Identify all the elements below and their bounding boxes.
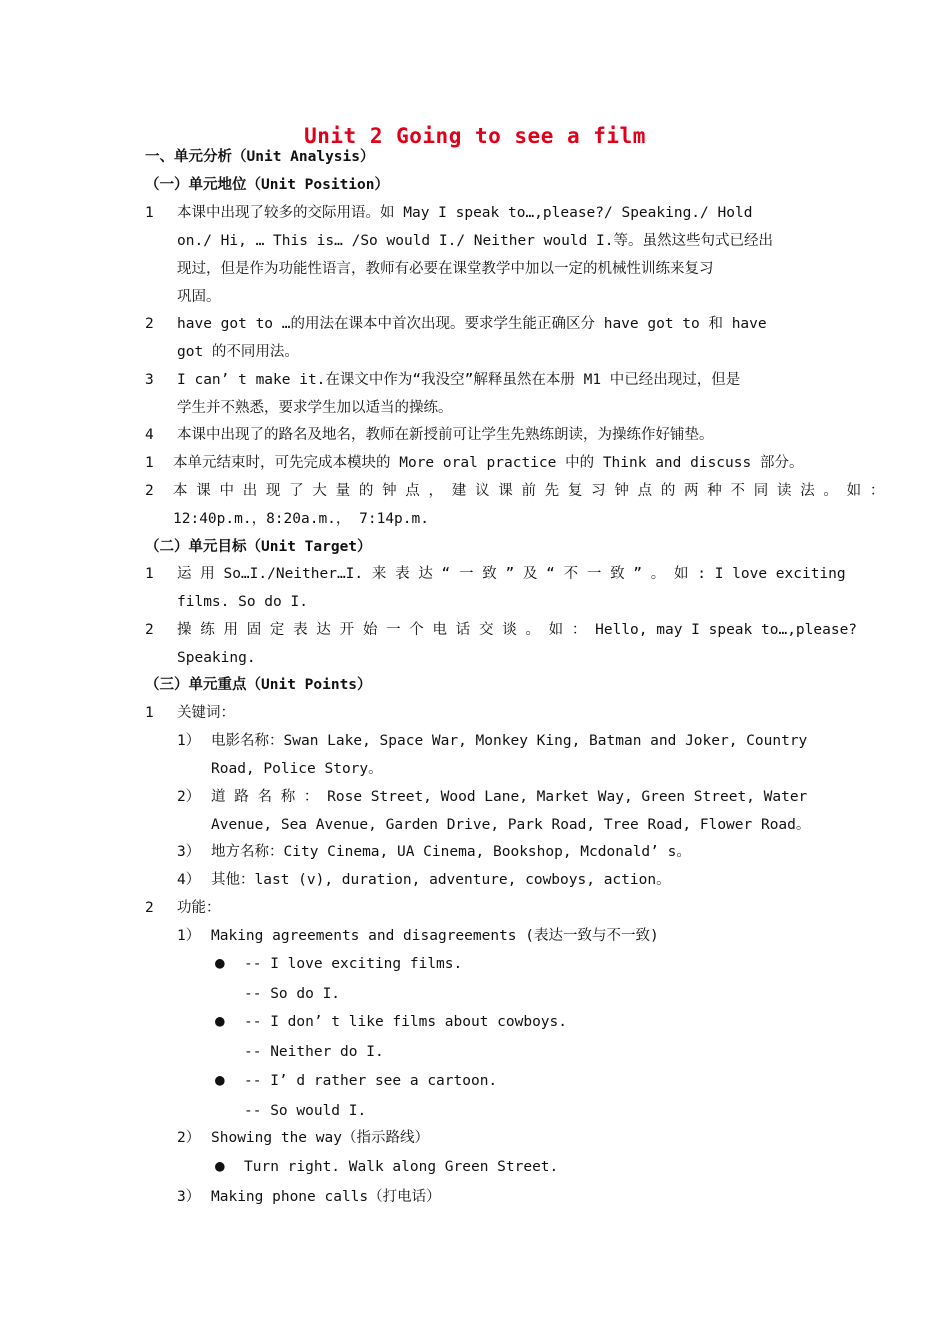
list-label: 关键词： <box>177 705 235 721</box>
sub-item-number: 2） <box>177 1130 201 1146</box>
dialogue-line: -- I don’ t like films about cowboys. <box>244 1014 568 1030</box>
list-label: 功能： <box>177 900 221 916</box>
paragraph-line: 12:40p.m.，8:20a.m.， 7:14p.m. <box>173 511 429 527</box>
sub-item-number: 3） <box>177 1189 201 1205</box>
paragraph-line: I can’ t make it.在课文中作为“我没空”解释虽然在本册 M1 中已经出现过，但是 <box>177 372 741 388</box>
paragraph-line: 地方名称：City Cinema, UA Cinema, Bookshop, Mcdonald’ s。 <box>211 844 691 860</box>
dialogue-line: -- I love exciting films. <box>244 956 463 972</box>
paragraph-line: 其他：last (v), duration, adventure, cowboys, action。 <box>211 872 671 888</box>
paragraph-line: 现过，但是作为功能性语言，教师有必要在课堂教学中加以一定的机械性训练来复习 <box>177 261 714 277</box>
paragraph-line: on./ Hi, … This is… /So would I./ Neither would I.等。虽然这些句式已经出 <box>177 233 773 249</box>
bullet-icon: ● <box>215 953 225 972</box>
sub-item-number: 1） <box>177 733 201 749</box>
item-number: 2 <box>145 622 154 638</box>
paragraph-line: 运 用 So…I./Neither…I. 来 表 达 “ 一 致 ” 及 “ 不 一 致 ” 。 如 : I love exciting <box>177 566 846 582</box>
sub-item-number: 3） <box>177 844 201 860</box>
section-heading-analysis: 一、单元分析（Unit Analysis） <box>145 149 375 165</box>
sub-item-number: 2） <box>177 789 201 805</box>
item-number: 2 <box>145 900 154 916</box>
paragraph-line: got 的不同用法。 <box>177 344 299 360</box>
item-number: 4 <box>145 427 154 443</box>
paragraph-line: 本单元结束时，可先完成本模块的 More oral practice 中的 Think and discuss 部分。 <box>173 455 804 471</box>
item-number: 1 <box>145 705 154 721</box>
item-number: 2 <box>145 316 154 332</box>
item-number: 1 <box>145 205 154 221</box>
paragraph-line: films. So do I. <box>177 594 308 610</box>
bullet-icon: ● <box>215 1011 225 1030</box>
subsection-heading-position: （一）单元地位（Unit Position） <box>145 177 389 193</box>
sub-item-number: 4） <box>177 872 201 888</box>
dialogue-line: Turn right. Walk along Green Street. <box>244 1159 559 1175</box>
bullet-icon: ● <box>215 1070 225 1089</box>
paragraph-line: 巩固。 <box>177 289 221 305</box>
paragraph-line: 学生并不熟悉，要求学生加以适当的操练。 <box>177 400 453 416</box>
bullet-icon: ● <box>215 1156 225 1175</box>
paragraph-line: 操 练 用 固 定 表 达 开 始 一 个 电 话 交 谈 。 如 ： Hello, may I speak to…,please? <box>177 622 858 638</box>
item-number: 1 <box>145 455 154 471</box>
subsection-heading-target: （二）单元目标（Unit Target） <box>145 539 372 555</box>
page-title: Unit 2 Going to see a film <box>304 124 646 148</box>
paragraph-line: Avenue, Sea Avenue, Garden Drive, Park Road, Tree Road, Flower Road。 <box>211 817 811 833</box>
sub-item-number: 1） <box>177 928 201 944</box>
paragraph-line: have got to …的用法在课本中首次出现。要求学生能正确区分 have got to 和 have <box>177 316 767 332</box>
item-number: 1 <box>145 566 154 582</box>
paragraph-line: Speaking. <box>177 650 256 666</box>
paragraph-line: 电影名称：Swan Lake, Space War, Monkey King, Batman and Joker, Country <box>211 733 808 749</box>
paragraph-line: Making agreements and disagreements (表达一致与不一致) <box>211 928 659 944</box>
paragraph-line: 本课中出现了的路名及地名，教师在新授前可让学生先熟练朗读，为操练作好铺垫。 <box>177 427 714 443</box>
paragraph-line: Road, Police Story。 <box>211 761 383 777</box>
item-number: 2 <box>145 483 154 499</box>
dialogue-line: -- I’ d rather see a cartoon. <box>244 1073 498 1089</box>
item-number: 3 <box>145 372 154 388</box>
paragraph-line: Making phone calls（打电话） <box>211 1189 441 1205</box>
paragraph-line: Showing the way（指示路线） <box>211 1130 429 1146</box>
dialogue-line: -- So do I. <box>244 986 341 1002</box>
paragraph-line: 本 课 中 出 现 了 大 量 的 钟 点 ， 建 议 课 前 先 复 习 钟 点 的 两 种 不 同 读 法 。 如 ： <box>173 483 885 499</box>
paragraph-line: 本课中出现了较多的交际用语。如 May I speak to…,please?/ Speaking./ Hold <box>177 205 753 221</box>
dialogue-line: -- Neither do I. <box>244 1044 384 1060</box>
dialogue-line: -- So would I. <box>244 1103 367 1119</box>
paragraph-line: 道 路 名 称 ： Rose Street, Wood Lane, Market Way, Green Street, Water <box>211 789 808 805</box>
subsection-heading-points: （三）单元重点（Unit Points） <box>145 677 372 693</box>
